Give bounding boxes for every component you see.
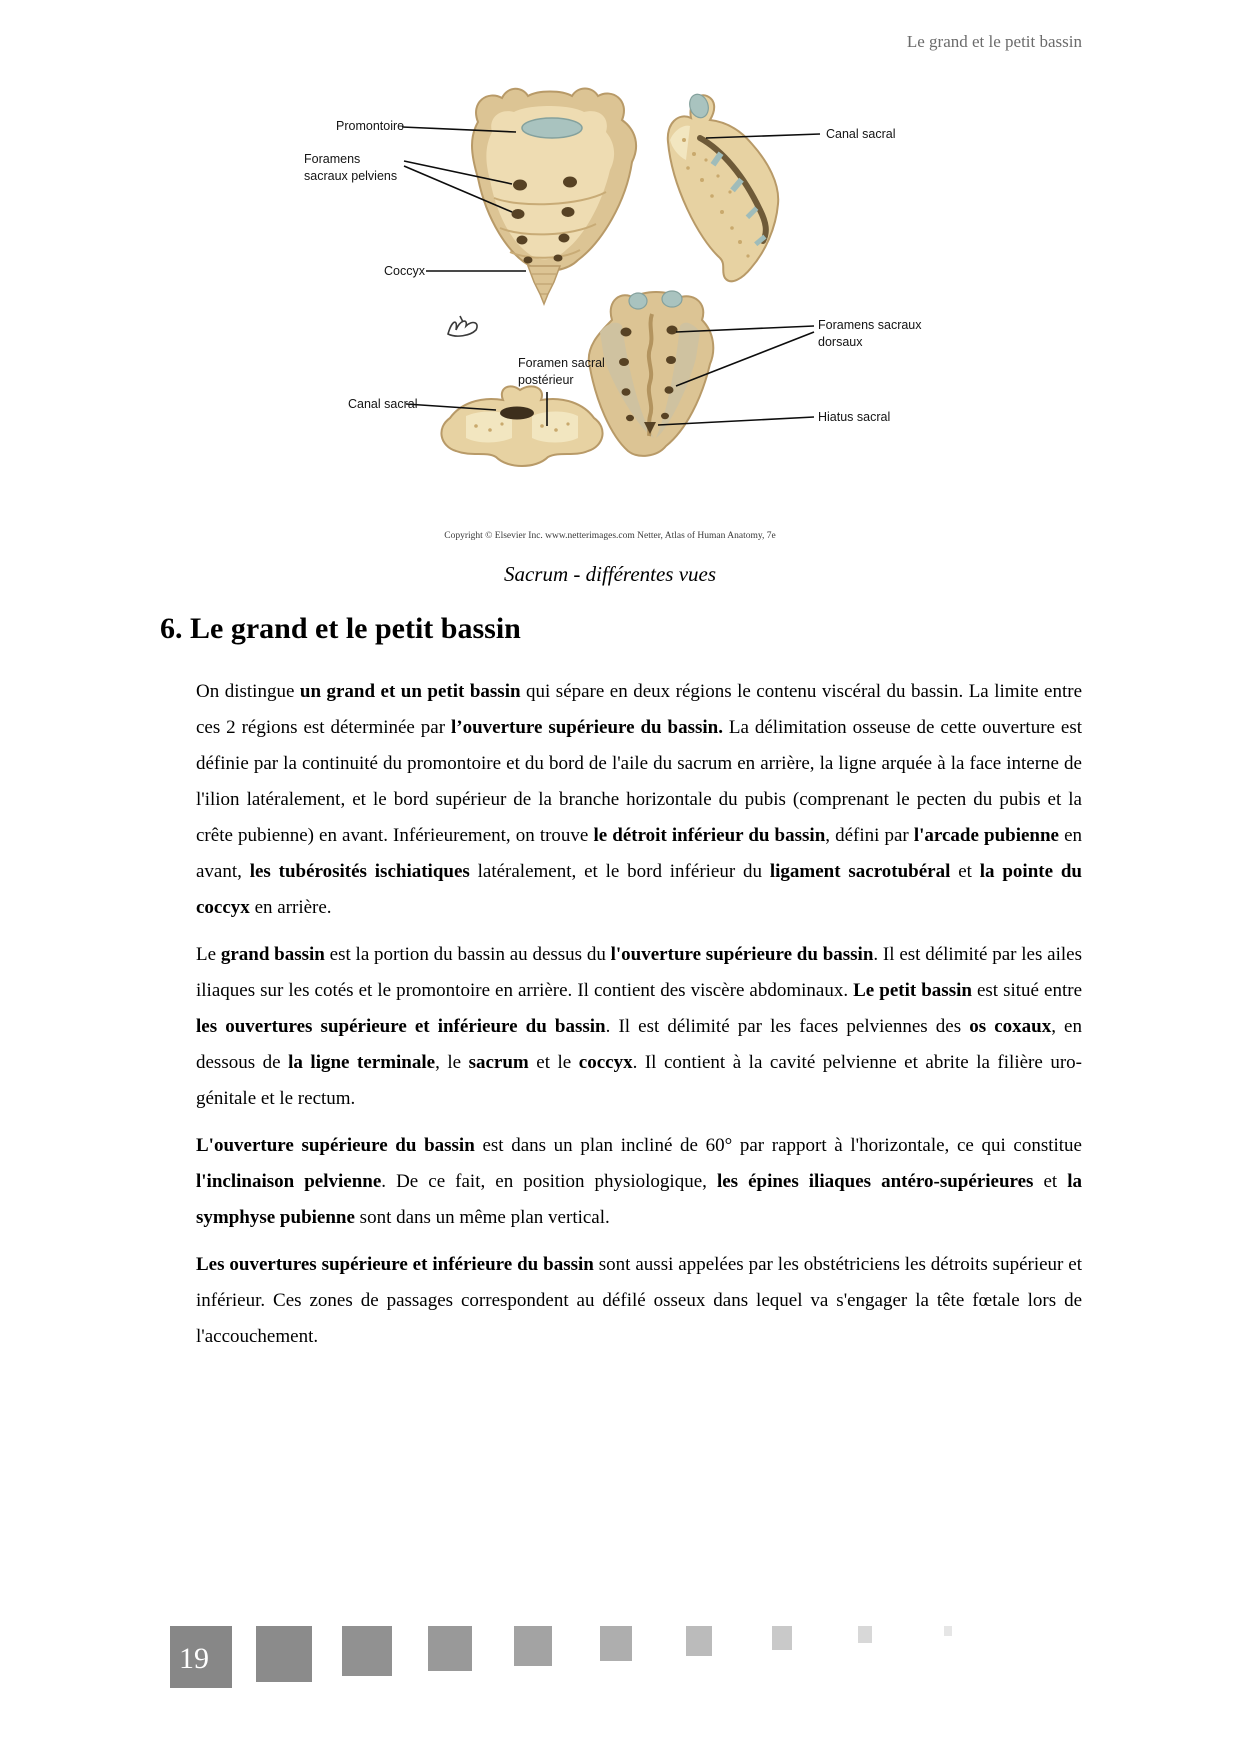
paragraph-3: L'ouverture supérieure du bassin est dans un plan incliné de 60° par rapport à l'horizontale, ce qui constitue l'inclinaison pelvienne. De ce fait, en position physiologique, les épines iliaques antéro-supérieures et la symphyse pubienne sont dans un même plan vertical. <box>196 1135 1083 1228</box>
netter-signature <box>448 316 477 336</box>
label-coccyx: Coccyx <box>384 264 425 278</box>
footer-square <box>428 1626 472 1671</box>
paragraph-1: On distingue un grand et un petit bassin qui sépare en deux régions le contenu viscéral du bassin. La limite entre ces 2 régions est déterminée par l’ouverture supérieure du bassin. La délimitation osseuse de cette ouverture est définie par la continuité du promontoire et du bord de l'aile du sacrum en arrière, la ligne arquée à la face interne de l'ilion latéralement, et le bord supérieur de la branche horizontale du pubis (comprenant le pecten du pubis et la crête pubienne) en avant. Inférieurement, on trouve le détroit inférieur du bassin, défini par l'arcade pubienne en avant, les tubérosités ischiatiques latéralement, et le bord inférieur du ligament sacrotubéral et la pointe du coccyx en arrière. <box>196 681 1083 918</box>
paragraph-2: Le grand bassin est la portion du bassin au dessus du l'ouverture supérieure du bassin. Il est délimité par les ailes iliaques sur les cotés et le promontoire en arrière. Il contient des viscère abdominaux. Le petit bassin est situé entre les ouvertures supérieure et inférieure du bassin. Il est délimité par les faces pelviennes des os coxaux, en dessous de la ligne terminale, le sacrum et le coccyx. Il contient à la cavité pelvienne et abrite la filière uro-génitale et le rectum. <box>196 944 1082 1109</box>
label-foramens-sacraux-pelviens: Foramens sacraux pelviens <box>304 152 398 183</box>
paragraph-4: Les ouvertures supérieure et inférieure du bassin sont aussi appelées par les obstétriciens les détroits supérieur et inférieur. Ces zones de passages correspondent au défilé osseux dans lequel va s'engager la tête fœtale lors de l'accouchement. <box>196 1254 1082 1347</box>
footer-square <box>342 1626 392 1676</box>
label-hiatus-sacral: Hiatus sacral <box>818 410 891 424</box>
figure-caption: Sacrum - différentes vues <box>503 562 717 586</box>
footer <box>0 1626 1241 1696</box>
label-canal-sacral: Canal sacral <box>826 127 896 141</box>
footer-square <box>772 1626 792 1650</box>
page-number: 19 <box>179 1642 209 1675</box>
sacrum-figure <box>270 80 930 550</box>
footer-square <box>600 1626 632 1661</box>
label-foramen-sacral-posterieur: Foramen sacral postérieur <box>518 356 605 387</box>
footer-square <box>858 1626 872 1643</box>
body-text <box>196 674 1082 1366</box>
sacrum-sagittal-section-view <box>668 92 778 281</box>
figure-copyright: Copyright © Elsevier Inc. www.netterimages.com Netter, Atlas of Human Anatomy, 7e <box>444 531 776 541</box>
page-number-box <box>170 1626 232 1688</box>
footer-square <box>256 1626 312 1682</box>
label-promontoire: Promontoire <box>336 119 405 133</box>
label-canal-sacral: Canal sacral <box>348 397 418 411</box>
footer-square <box>514 1626 552 1666</box>
running-header: Le grand et le petit bassin <box>906 32 1082 51</box>
sacrum-cross-section-view <box>441 386 602 466</box>
footer-square <box>944 1626 952 1636</box>
footer-square <box>686 1626 712 1656</box>
section-heading: 6. Le grand et le petit bassin <box>160 612 521 645</box>
label-foramens-sacraux-dorsaux: Foramens sacraux dorsaux <box>818 318 922 349</box>
